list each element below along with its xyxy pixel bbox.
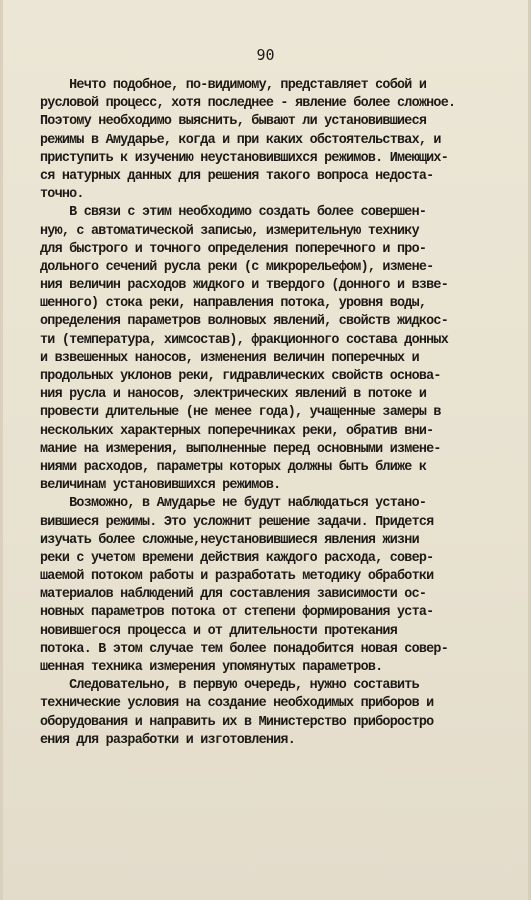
body-text (40, 77, 520, 750)
text-line: реки с учетом времени действия каждого расхода, совер- (40, 550, 434, 566)
text-line: материалов наблюдений для составления зависимости ос- (40, 587, 427, 603)
text-line: оборудования и направить их в Министерство приборостро (40, 714, 434, 730)
text-line: вившиеся режимы. Это усложнит решение задачи. Придется (40, 514, 434, 530)
text-line: потока. В этом случае тем более понадобится новая совер- (40, 641, 448, 657)
text-line: ную, с автоматической записью, измерительную технику (40, 223, 419, 239)
text-line: величинам установившихся режимов. (40, 478, 281, 494)
text-line: ния величин расходов жидкого и твердого (донного и взве- (40, 278, 448, 294)
text-line: технические условия на создание необходимых приборов и (40, 696, 434, 712)
text-line: Следовательно, в первую очередь, нужно составить (40, 678, 419, 694)
text-line: В связи с этим необходимо создать более совершен- (40, 205, 427, 221)
page-number: 90 (256, 46, 275, 64)
text-line: шенная техника измерения упомянутых параметров. (40, 660, 383, 675)
paragraph (40, 77, 520, 204)
text-line: и взвешенных наносов, изменения величин поперечных и (40, 350, 419, 366)
text-line: ниями расходов, параметры которых должны быть ближе к (40, 459, 427, 475)
text-line: ся натурных данных для решения такого вопроса недоста- (40, 168, 434, 184)
text-line: режимы в Амударье, когда и при каких обстоятельствах, и (40, 132, 441, 148)
text-line: новных параметров потока от степени формирования уста- (40, 605, 434, 621)
text-line: ения для разработки и изготовления. (40, 732, 295, 748)
text-line: определения параметров волновых явлений, свойств жидкос- (40, 314, 448, 330)
text-line: Поэтому необходимо выяснить, бывают ли установившиеся (40, 114, 427, 130)
text-line: Нечто подобное, по-видимому, представляет собой и (40, 78, 427, 93)
text-line: продольных уклонов реки, гидравлических свойств основа- (40, 369, 441, 384)
text-line: мание на измерения, выполненные перед основными измене- (40, 441, 441, 457)
text-line: для быстрого и точного определения поперечного и про- (40, 241, 427, 257)
paragraph (40, 495, 520, 677)
text-line: приступить к изучению неустановившихся режимов. Имеющих- (40, 150, 448, 166)
text-line: точно. (40, 187, 84, 203)
text-line: ти (температура, химсостав), фракционного состава донных (40, 332, 448, 348)
text-line: изучать более сложные,неустановившиеся явления жизни (40, 532, 419, 548)
text-line: Возможно, в Амударье не будут наблюдаться устано- (40, 496, 427, 512)
text-line: русловой процесс, хотя последнее - явление более сложное. (40, 96, 456, 112)
text-line: дольного сечений русла реки (с микрорельефом), измене- (40, 259, 434, 275)
text-line: новившегося процесса и от длительности протекания (40, 623, 397, 639)
paragraph (40, 677, 520, 750)
text-line: нескольких характерных поперечниках реки, обратив вни- (40, 423, 434, 439)
text-line: шенного) стока реки, направления потока, уровня воды, (40, 296, 427, 312)
text-line: шаемой потоком работы и разработать методику обработки (40, 569, 434, 585)
text-line: ния русла и наносов, электрических явлений в потоке и (40, 387, 427, 403)
text-line: провести длительные (не менее года), учащенные замеры в (40, 405, 441, 421)
page-left-edge (0, 0, 3, 900)
paragraph (40, 204, 520, 495)
